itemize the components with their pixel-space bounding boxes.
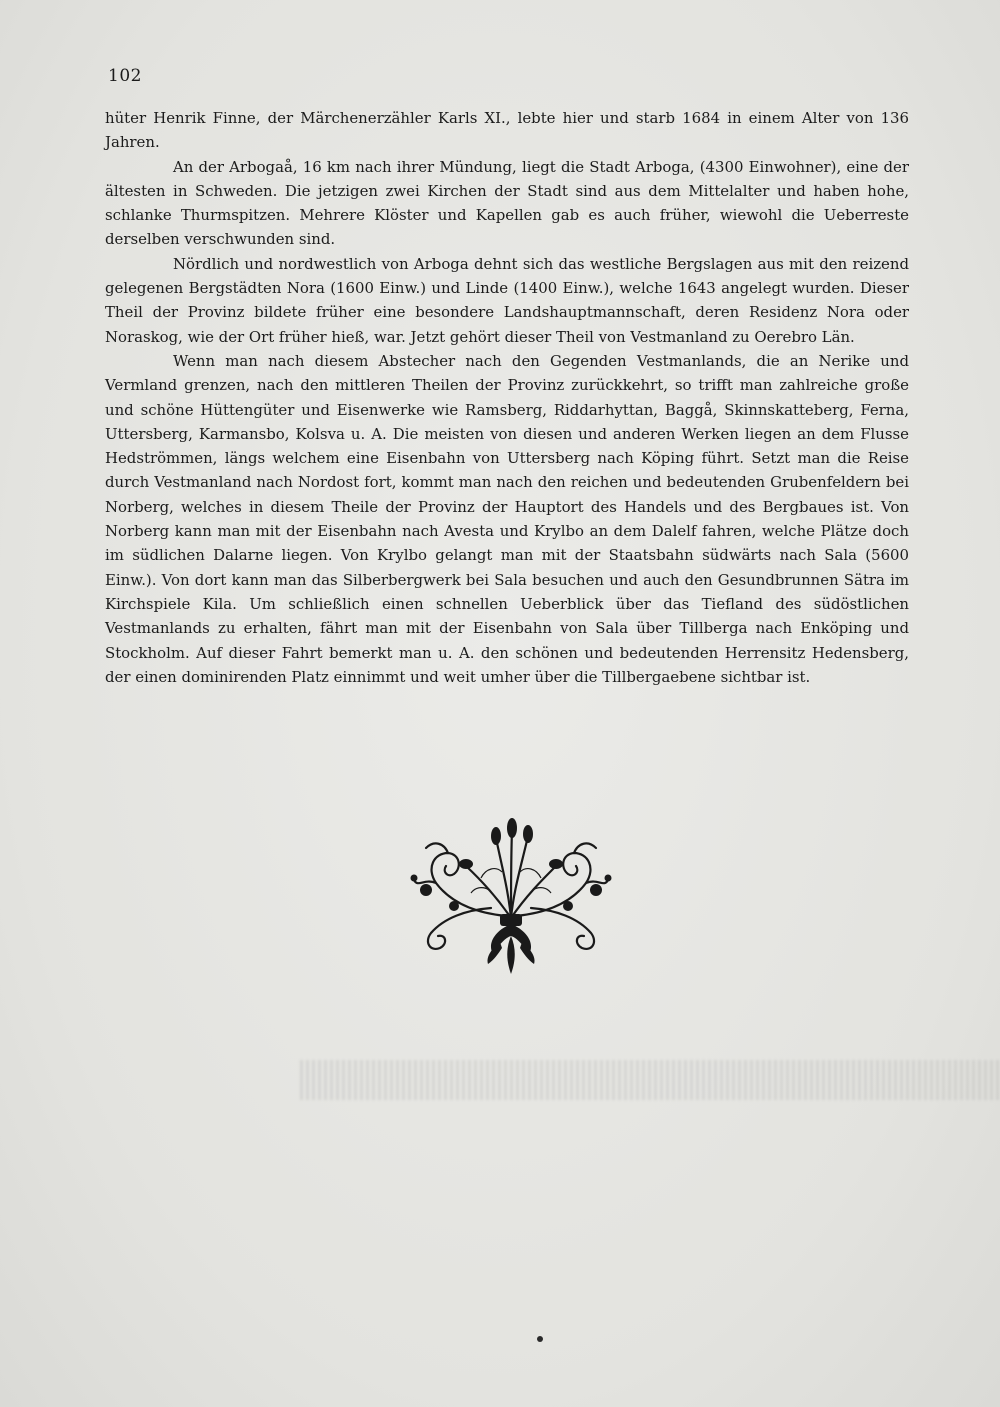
paragraph-1: hüter Henrik Finne, der Märchenerzähler Karls XI., lebte hier und starb 1684 in einem Alter von 136 Jahren. (105, 109, 909, 152)
floral-vignette-ornament-icon (396, 818, 626, 976)
ink-speck (537, 1336, 543, 1342)
paragraph-4: Wenn man nach diesem Abstecher nach den Gegenden Vestmanlands, die an Nerike und Vermland grenzen, nach den mittleren Theilen der Provinz zurückkehrt, so trifft man zahlreiche große und schöne Hüttengüter und Eisenwerke wie Ramsberg, Riddarhyttan, Baggå, Skinnskatteberg, Ferna, Uttersberg, Karmansbo, Kolsva u. A. Die meisten von diesen und anderen Werken liegen an dem Flusse Hedströmmen, längs welchem eine Eisenbahn von Uttersberg nach Köping führt. Setzt man die Reise durch Vestmanland nach Nordost fort, kommt man nach den reichen und bedeutenden Grubenfeldern bei Norberg, welches in diesem Theile der Provinz der Hauptort des Handels und des Bergbaues ist. Von Norberg kann man mit der Eisenbahn nach Avesta und Krylbo an dem Dalelf fahren, welche Plätze doch im südlichen Dalarne liegen. Von Krylbo gelangt man mit der Staatsbahn südwärts nach Sala (5600 Einw.). Von dort kann man das Silberbergwerk bei Sala besuchen und auch den Gesundbrunnen Sätra im Kirchspiele Kila. Um schließlich einen schnellen Ueberblick über das Tiefland des südöstlichen Vestmanlands zu erhalten, fährt man mit der Eisenbahn von Sala über Tillberga nach Enköping und Stockholm. Auf dieser Fahrt bemerkt man u. A. den schönen und bedeutenden Herrensitz Hedensberg, der einen dominirenden Platz einnimmt und weit umher über die Tillbergaebene sichtbar ist. (105, 351, 909, 686)
paragraph-2: An der Arbogaå, 16 km nach ihrer Mündung, liegt die Stadt Arboga, (4300 Einwohner), eine der ältesten in Schweden. Die jetzigen zwei Kirchen der Stadt sind aus dem Mittelalter und haben hohe, schlanke Thurmspitzen. Mehrere Klöster und Kapellen gab es auch früher, wiewohl die Ueberreste derselben verschwunden sind. (105, 157, 909, 249)
body-text (105, 106, 909, 689)
paragraph-3: Nördlich und nordwestlich von Arboga dehnt sich das westliche Bergslagen aus mit den reizend gelegenen Bergstädten Nora (1600 Einw.) und Linde (1400 Einw.), welche 1643 angelegt wurden. Dieser Theil der Provinz bildete früher eine besondere Landshauptmannschaft, deren Residenz Nora oder Noraskog, wie der Ort früher hieß, war. Jetzt gehört dieser Theil von Vestmanland zu Oerebro Län. (105, 254, 909, 346)
show-through-bleed (300, 1060, 1000, 1100)
page-number: 102 (108, 66, 142, 86)
